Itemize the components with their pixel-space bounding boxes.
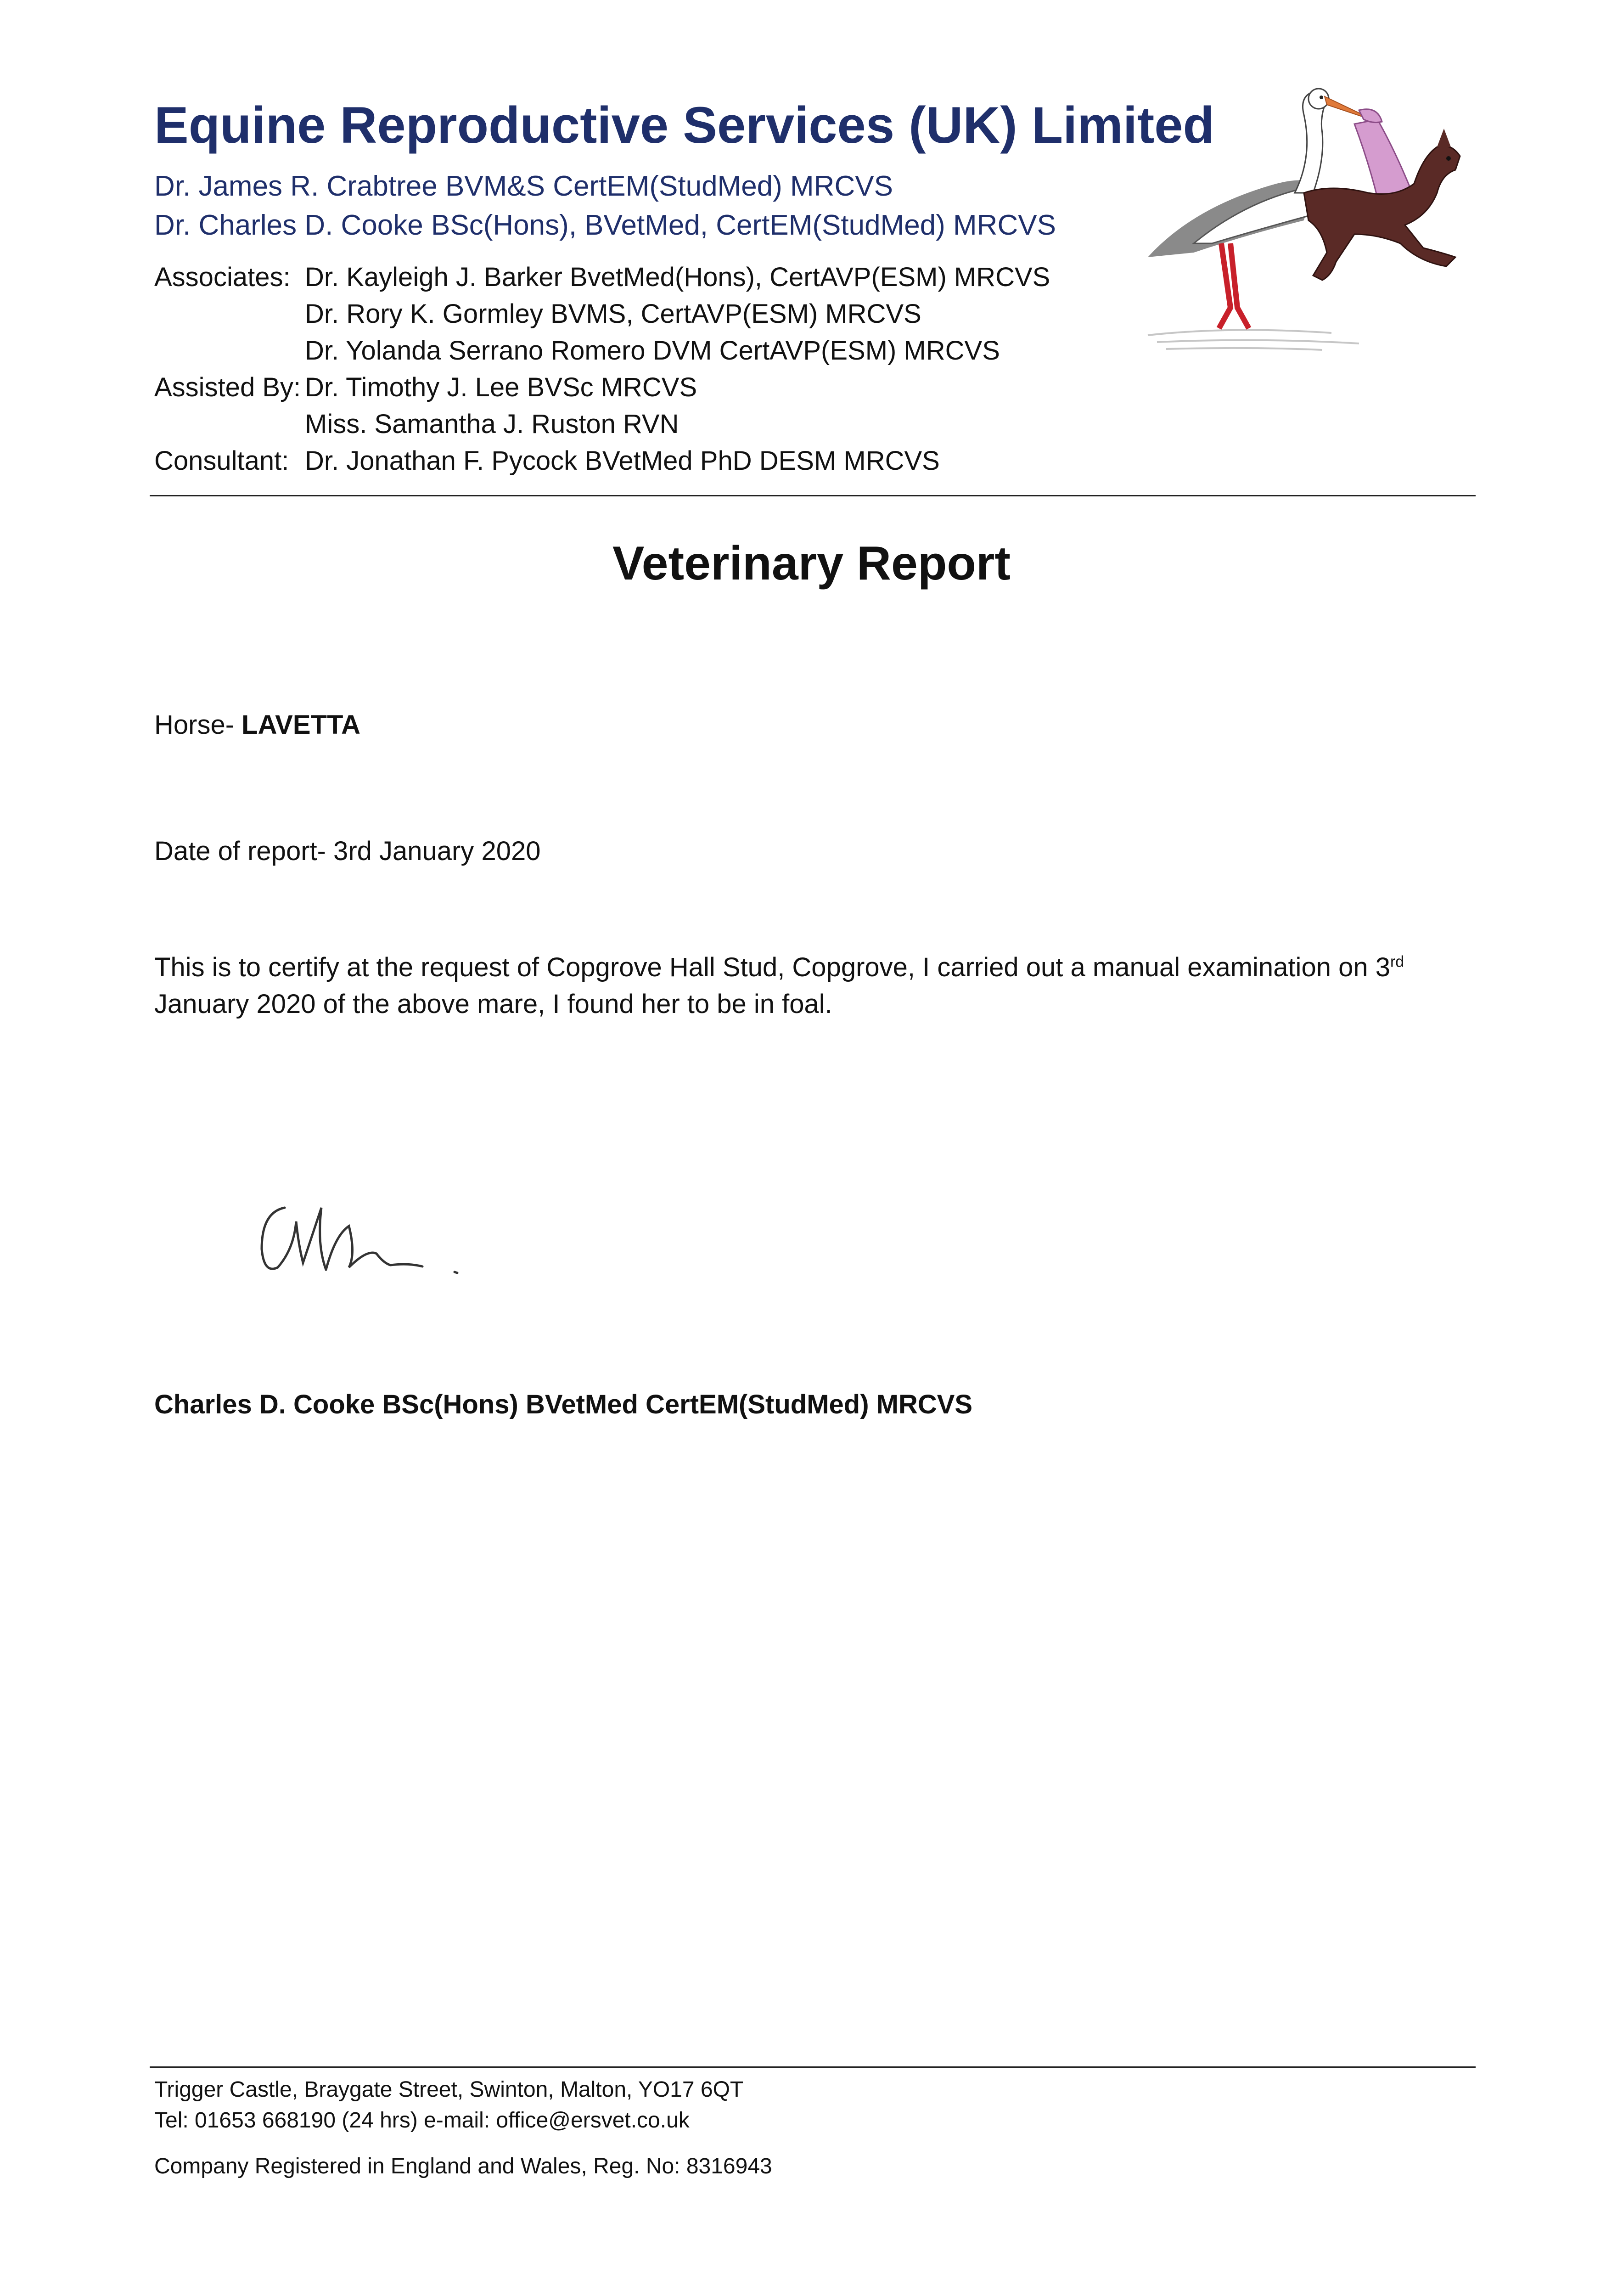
company-name: Equine Reproductive Services (UK) Limited bbox=[154, 96, 1214, 154]
assistant-2: Miss. Samantha J. Ruston RVN bbox=[305, 409, 679, 439]
horse-line bbox=[154, 709, 360, 740]
header-divider bbox=[150, 495, 1476, 496]
footer-divider bbox=[150, 2066, 1476, 2068]
horse-name: LAVETTA bbox=[241, 710, 360, 740]
footer-registration: Company Registered in England and Wales, Reg. No: 8316943 bbox=[154, 2154, 772, 2178]
associate-1: Dr. Kayleigh J. Barker BvetMed(Hons), CertAVP(ESM) MRCVS bbox=[305, 262, 1050, 292]
consultant-name: Dr. Jonathan F. Pycock BVetMed PhD DESM MRCVS bbox=[305, 446, 940, 476]
stork-carrying-foal-logo bbox=[1139, 78, 1478, 354]
date-line: Date of report- 3rd January 2020 bbox=[154, 836, 541, 866]
assisted-label: Assisted By: bbox=[154, 372, 301, 402]
footer-contact: Tel: 01653 668190 (24 hrs) e-mail: office@ersvet.co.uk bbox=[154, 2108, 690, 2133]
associates-label: Associates: bbox=[154, 262, 291, 292]
associate-3: Dr. Yolanda Serrano Romero DVM CertAVP(ESM) MRCVS bbox=[305, 336, 1000, 366]
certification-line-2: January 2020 of the above mare, I found her to be in foal. bbox=[154, 989, 832, 1019]
certification-text: This is to certify at the request of Copgrove Hall Stud, Copgrove, I carried out a manual examination on 3 bbox=[154, 952, 1390, 982]
associate-2: Dr. Rory K. Gormley BVMS, CertAVP(ESM) MRCVS bbox=[305, 299, 921, 329]
consultant-label: Consultant: bbox=[154, 446, 289, 476]
ordinal-suffix: rd bbox=[1390, 953, 1404, 971]
handwritten-signature bbox=[257, 1194, 468, 1286]
horse-label: Horse- bbox=[154, 710, 242, 740]
certification-line-1 bbox=[154, 952, 1404, 983]
assistant-1: Dr. Timothy J. Lee BVSc MRCVS bbox=[305, 372, 697, 402]
report-title: Veterinary Report bbox=[612, 537, 1011, 590]
principal-2: Dr. Charles D. Cooke BSc(Hons), BVetMed, CertEM(StudMed) MRCVS bbox=[154, 209, 1056, 241]
footer-address: Trigger Castle, Braygate Street, Swinton, Malton, YO17 6QT bbox=[154, 2077, 744, 2102]
principal-1: Dr. James R. Crabtree BVM&S CertEM(StudMed) MRCVS bbox=[154, 170, 893, 202]
signatory-name: Charles D. Cooke BSc(Hons) BVetMed CertEM(StudMed) MRCVS bbox=[154, 1390, 973, 1419]
